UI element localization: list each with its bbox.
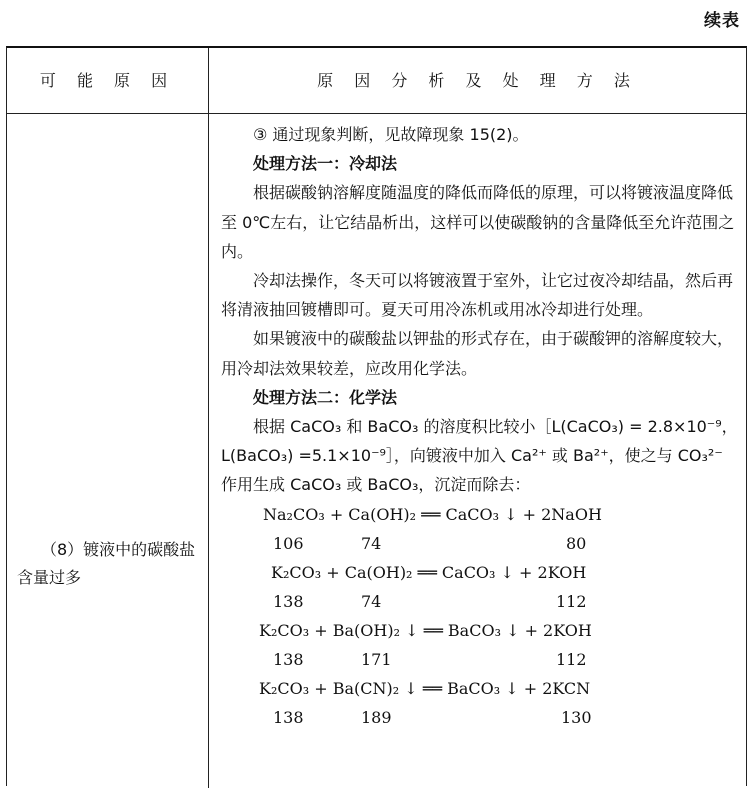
mass-value: 112 — [556, 649, 587, 669]
paragraph-chemical-principle: 根据 CaCO₃ 和 BaCO₃ 的溶度积比较小［L(CaCO₃) = 2.8×10⁻⁹，L(BaCO₃) =5.1×10⁻⁹］，向镀液中加入 Ca²⁺ 或 Ba²⁺，使之与 CO₃²⁻ 作用生成 CaCO₃ 或 BaCO₃，沉淀而除去： — [221, 417, 738, 495]
mass-value: 189 — [361, 707, 392, 727]
equation-list — [221, 500, 741, 732]
method-one-title: 处理方法一：冷却法 — [253, 154, 398, 174]
method-two-title: 处理方法二：化学法 — [253, 387, 398, 407]
paragraph-phenomenon: ③ 通过现象判断，见故障现象 15(2)。 — [253, 125, 529, 144]
mass-value: 138 — [273, 591, 304, 611]
mass-value: 138 — [273, 707, 304, 727]
cause-cell — [17, 536, 197, 592]
mass-value: 112 — [556, 591, 587, 611]
molar-masses-1 — [221, 529, 741, 558]
equation-text: K₂CO₃ + Ba(OH)₂ ↓ ══ BaCO₃ ↓ + 2KOH — [259, 620, 592, 640]
molar-masses-4 — [221, 703, 741, 732]
table-header-row — [7, 48, 746, 114]
equation-3 — [221, 616, 741, 645]
paragraph-cooling-principle: 根据碳酸钠溶解度随温度的降低而降低的原理，可以将镀液温度降低至 0℃左右，让它结晶析出，这样可以使碳酸钠的含量降低至允许范围之内。 — [221, 183, 735, 261]
equation-4 — [221, 674, 741, 703]
mass-value: 106 — [273, 533, 304, 553]
mass-value: 171 — [361, 649, 392, 669]
mass-value: 80 — [566, 533, 587, 553]
analysis-cell — [221, 120, 741, 732]
mass-value: 130 — [561, 707, 592, 727]
equation-text: K₂CO₃ + Ca(OH)₂ ══ CaCO₃ ↓ + 2KOH — [271, 562, 587, 582]
paragraph-cooling-operation: 冷却法操作，冬天可以将镀液置于室外，让它过夜冷却结晶，然后再将清液抽回镀槽即可。夏天可用冷冻机或用冰冷却进行处理。 — [221, 271, 734, 320]
mass-value: 74 — [361, 591, 382, 611]
equation-text: Na₂CO₃ + Ca(OH)₂ ══ CaCO₃ ↓ + 2NaOH — [263, 504, 602, 524]
header-possible-cause: 可 能 原 因 — [39, 71, 176, 90]
mass-value: 74 — [361, 533, 382, 553]
molar-masses-2 — [221, 587, 741, 616]
equation-2 — [221, 558, 741, 587]
paragraph-potassium-note: 如果镀液中的碳酸盐以钾盐的形式存在，由于碳酸钾的溶解度较大，用冷却法效果较差，应改用化学法。 — [221, 329, 734, 378]
column-divider — [208, 48, 209, 788]
cause-text: （8）镀液中的碳酸盐含量过多 — [17, 540, 196, 587]
troubleshooting-table — [6, 46, 747, 786]
header-analysis-method: 原 因 分 析 及 处 理 方 法 — [317, 71, 638, 90]
mass-value: 138 — [273, 649, 304, 669]
continued-table-label: 续表 — [704, 11, 740, 31]
molar-masses-3 — [221, 645, 741, 674]
equation-text: K₂CO₃ + Ba(CN)₂ ↓ ══ BaCO₃ ↓ + 2KCN — [259, 678, 591, 698]
equation-1 — [221, 500, 741, 529]
